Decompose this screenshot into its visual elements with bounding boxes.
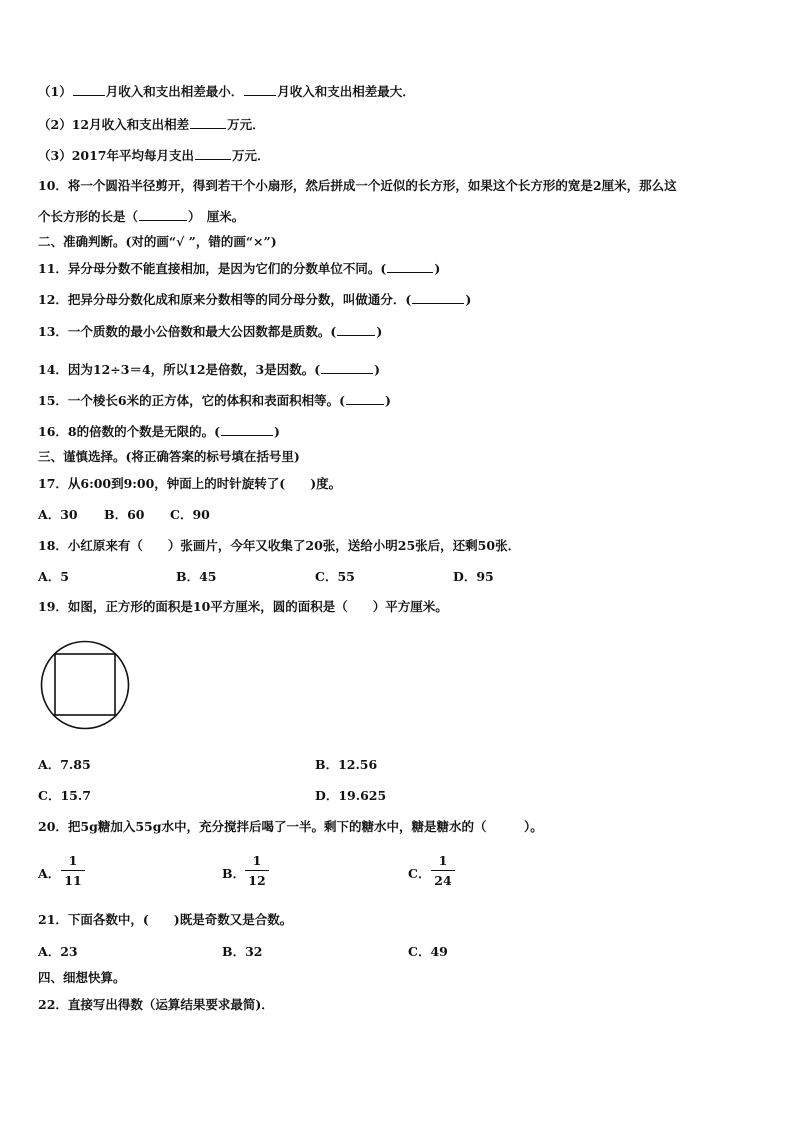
text: 月收入和支出相差最小． [105,84,244,99]
circle-square-figure [40,640,130,730]
text: 11．异分母分数不能直接相加，是因为它们的分数单位不同。( [38,261,387,276]
answer-blank[interactable] [337,323,375,336]
denominator: 24 [434,873,452,888]
option-b[interactable]: B．32 [222,944,263,959]
text: ) [376,324,383,339]
text: 万元． [227,117,265,132]
square-shape [55,654,115,715]
numerator: 1 [438,853,448,868]
option-b-fraction [245,853,269,888]
question-19: 19．如图，正方形的面积是10平方厘米，圆的面积是（ ）平方厘米。 [38,599,448,614]
question-16 [38,423,280,440]
option-a[interactable]: A．30 [38,507,78,522]
answer-blank[interactable] [221,423,273,436]
option-b[interactable]: B．45 [176,569,217,584]
section-2-heading: 二、准确判断。(对的画“√ ”，错的画“×”) [38,234,277,249]
option-d[interactable]: D．19.625 [315,788,387,803]
question-10-line1: 10．将一个圆沿半径剪开，得到若干个小扇形，然后拼成一个近似的长方形，如果这个长方形的宽是2厘米，那么这 [38,178,677,193]
denominator: 11 [64,873,82,888]
answer-blank[interactable] [244,83,276,96]
text: ) [434,261,441,276]
option-c[interactable]: C．55 [315,569,355,584]
answer-blank[interactable] [321,361,373,374]
answer-blank[interactable] [412,291,464,304]
answer-blank[interactable] [346,392,384,405]
option-c[interactable]: C．49 [408,944,448,959]
question-18: 18．小红原来有（ ）张画片，今年又收集了20张，送给小明25张后，还剩50张． [38,538,521,553]
question-22: 22．直接写出得数（运算结果要求最简)． [38,997,274,1012]
sub-question-1 [38,83,415,100]
answer-blank[interactable] [195,147,231,160]
question-12 [38,291,471,308]
text: ) [274,424,280,439]
text: 14．因为12÷3＝4，所以12是倍数，3是因数。( [38,362,321,377]
text: 个长方形的长是（ [38,209,139,224]
answer-blank[interactable] [387,260,433,273]
option-b[interactable]: B．60 [104,507,145,522]
text: 月收入和支出相差最大． [277,84,415,99]
text: 万元． [232,148,270,163]
question-13 [38,323,382,340]
numerator: 1 [68,853,78,868]
option-b-label[interactable]: B． [222,866,246,881]
option-a-label[interactable]: A． [38,866,61,881]
option-c-fraction [431,853,455,888]
section-4-heading: 四、细想快算。 [38,970,126,985]
question-17: 17．从6:00到9:00，钟面上的时针旋转了( )度。 [38,476,342,491]
option-c[interactable]: C．15.7 [38,788,91,803]
question-11 [38,260,440,277]
answer-blank[interactable] [73,83,105,96]
text: 16．8的倍数的个数是无限的。( [38,424,221,439]
question-14 [38,361,380,378]
question-10-line2 [38,208,244,225]
sub-label: （1） [38,84,72,99]
option-a[interactable]: A．5 [38,569,69,584]
answer-blank[interactable] [139,208,187,221]
text: （2）12月收入和支出相差 [38,117,190,132]
answer-blank[interactable] [190,116,226,129]
option-d[interactable]: D．95 [453,569,494,584]
text: ） 厘米。 [188,209,245,224]
question-21: 21．下面各数中，( )既是奇数又是合数。 [38,912,293,927]
option-a-fraction [61,853,85,888]
option-c-label[interactable]: C． [408,866,431,881]
text: （3）2017年平均每月支出 [38,148,194,163]
question-15 [38,392,391,409]
denominator: 12 [248,873,266,888]
text: 15．一个棱长6米的正方体，它的体积和表面积相等。( [38,393,346,408]
text: ) [385,393,391,408]
sub-question-2 [38,116,265,133]
text: 13．一个质数的最小公倍数和最大公因数都是质数。( [38,324,337,339]
text: ) [374,362,381,377]
question-20: 20．把5g糖加入55g水中，充分搅拌后喝了一半。剩下的糖水中，糖是糖水的（ ）。 [38,819,543,834]
text: 12．把异分母分数化成和原来分数相等的同分母分数，叫做通分．( [38,292,412,307]
section-3-heading: 三、谨慎选择。(将正确答案的标号填在括号里) [38,449,300,464]
option-b[interactable]: B．12.56 [315,757,378,772]
sub-question-3 [38,147,270,164]
text: ) [465,292,472,307]
option-a[interactable]: A．23 [38,944,78,959]
option-a[interactable]: A．7.85 [38,757,91,772]
option-c[interactable]: C．90 [170,507,210,522]
numerator: 1 [252,853,262,868]
